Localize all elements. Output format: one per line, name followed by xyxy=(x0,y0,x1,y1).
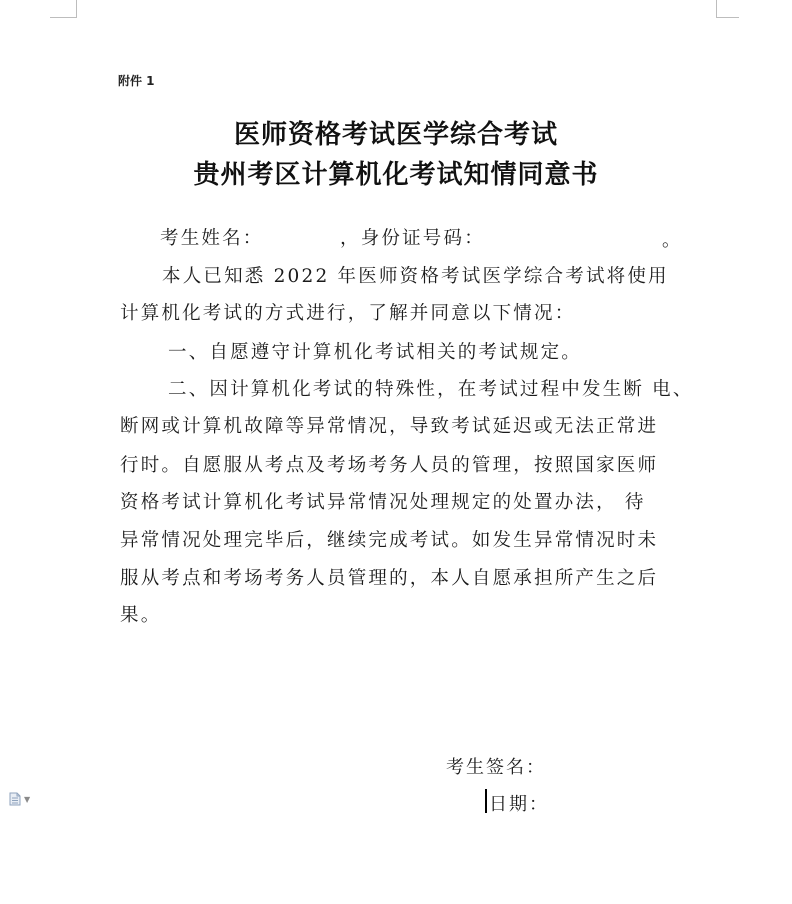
signature-label: 考生签名： xyxy=(446,757,546,778)
paragraph-line: 服从考点和考场考务人员管理的，本人自愿承担所产生之后 xyxy=(120,568,659,589)
paragraph-line: 计算机化考试的方式进行，了解并同意以下情况： xyxy=(120,303,576,324)
paragraph-line: 行时。自愿服从考点及考场考务人员的管理，按照国家医师 xyxy=(120,455,659,476)
attachment-label: 附件 1 xyxy=(118,74,155,88)
date-label[interactable]: 日期： xyxy=(489,794,549,815)
candidate-name-label: 考生姓名： xyxy=(160,228,264,249)
document-options-button[interactable] xyxy=(9,792,30,806)
paragraph-line: 二、因计算机化考试的特殊性，在考试过程中发生断 电、 xyxy=(168,379,694,400)
paragraph-line: 资格考试计算机化考试异常情况处理规定的处置办法， 待 xyxy=(120,492,646,513)
document-options-icon xyxy=(9,792,21,806)
id-number-label: ，身份证号码： xyxy=(340,228,485,249)
paragraph-line: 异常情况处理完毕后，继续完成考试。如发生异常情况时未 xyxy=(120,530,659,551)
page-corner-mark-top-right xyxy=(716,0,739,18)
paragraph-line: 本人已知悉 2022 年医师资格考试医学综合考试将使用 xyxy=(162,266,669,287)
chevron-down-icon: ▼ xyxy=(24,794,31,804)
document-title-line-2: 贵州考区计算机化考试知情同意书 xyxy=(193,160,599,190)
page-corner-mark-top-left xyxy=(50,0,77,18)
paragraph-line: 断网或计算机故障等异常情况，导致考试延迟或无法正常进 xyxy=(120,416,659,437)
document-title-line-1: 医师资格考试医学综合考试 xyxy=(233,120,558,150)
text-cursor xyxy=(485,789,487,813)
paragraph-line: 果。 xyxy=(120,605,162,626)
id-line-end: 。 xyxy=(662,230,680,251)
paragraph-line: 一、自愿遵守计算机化考试相关的考试规定。 xyxy=(168,342,583,363)
